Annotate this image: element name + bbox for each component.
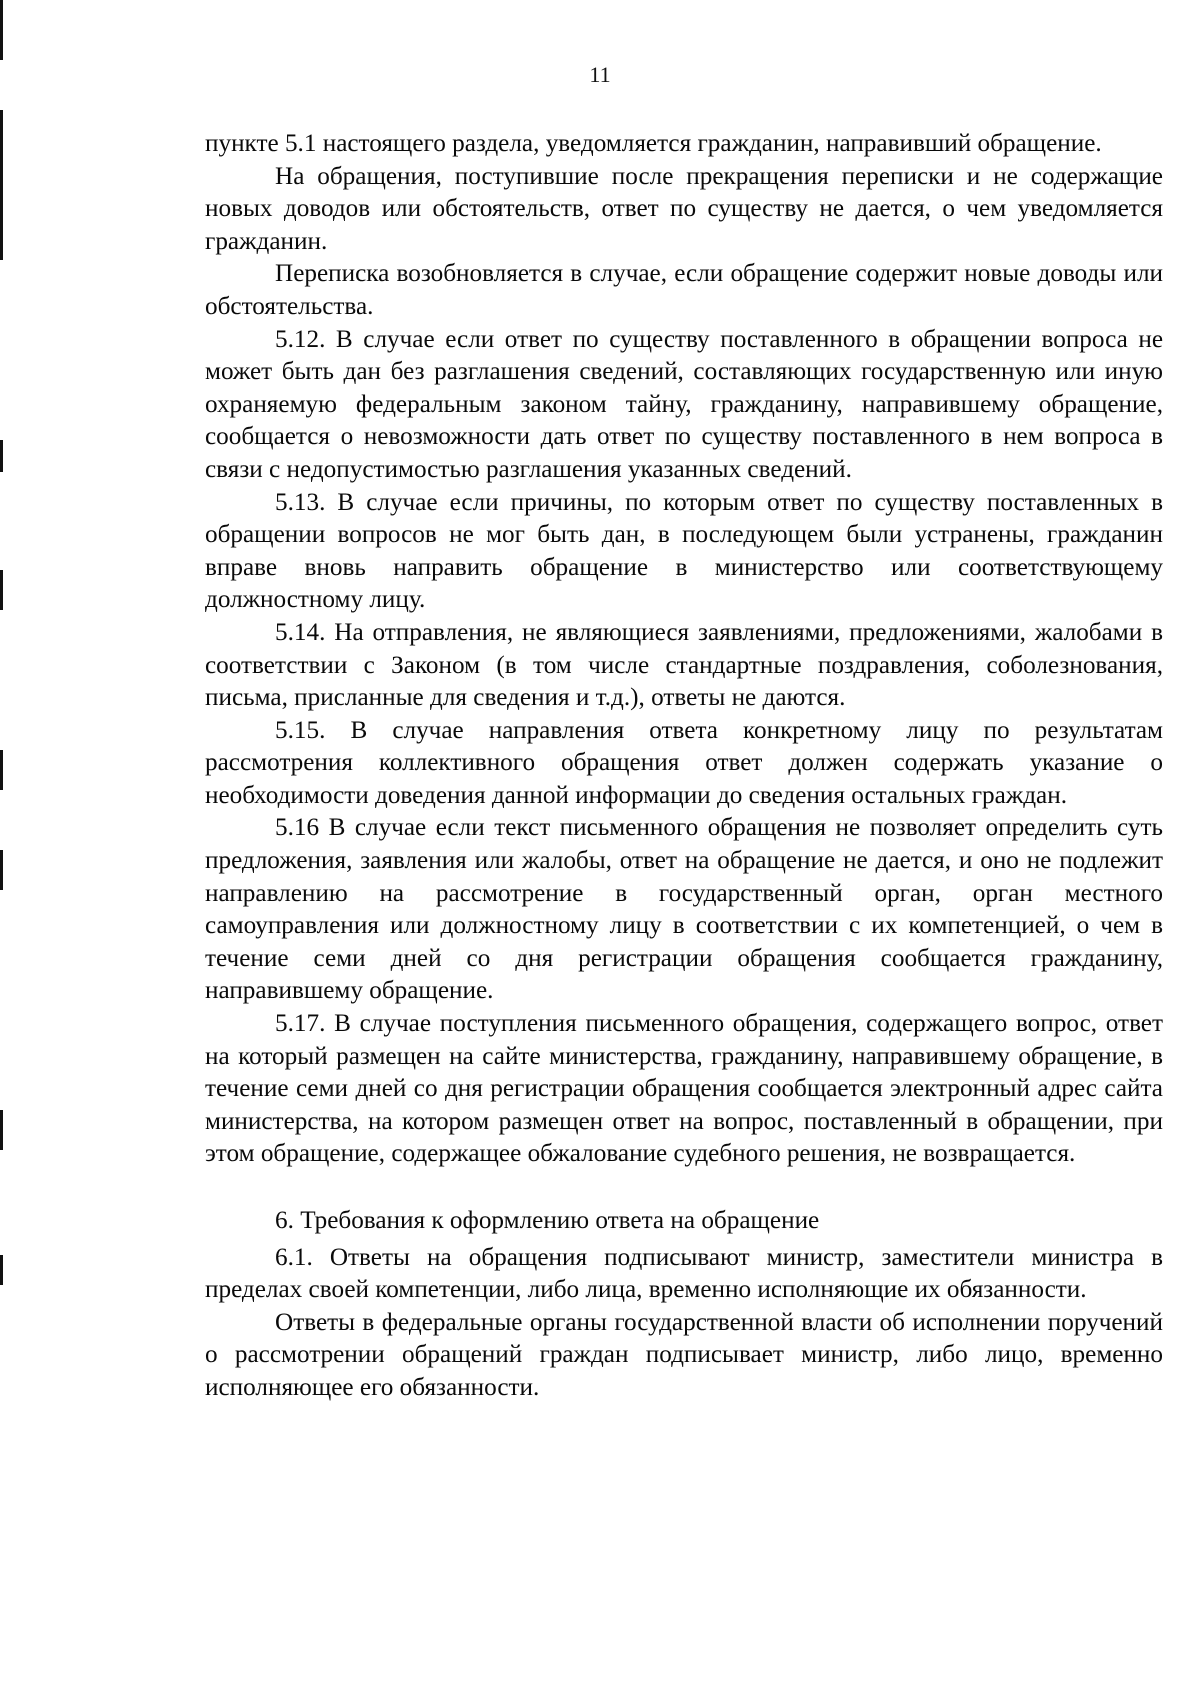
- document-body: [205, 128, 1163, 1405]
- clause-5-17: 5.17. В случае поступления письменного обращения, содержащего вопрос, ответ на который размещен на сайте министерства, гражданину, направившему обращение, в течение семи дней со дня регистрации обращения сообщается электронный адрес сайта министерства, на котором размещен ответ на вопрос, поставленный в обращении, при этом обращение, содержащее обжалование судебного решения, не возвращается.: [205, 1010, 1163, 1168]
- clause-5-12: 5.12. В случае если ответ по существу поставленного в обращении вопроса не может быть дан без разглашения сведений, составляющих государственную или иную охраняемую федеральным законом тайну, гражданину, направившему обращение, сообщается о невозможности дать ответ по существу поставленного в нем вопроса в связи с недопустимостью разглашения указанных сведений.: [205, 325, 1163, 483]
- page-number: 11: [589, 62, 611, 87]
- paragraph: Переписка возобновляется в случае, если обращение содержит новые доводы или обстоятельства.: [205, 260, 1163, 320]
- scan-edge-mark: [0, 110, 3, 260]
- clause-5-13: 5.13. В случае если причины, по которым ответ по существу поставленных в обращении вопросов не мог быть дан, в последующем были устранены, гражданин вправе вновь направить обращение в министерство или соответствующему должностному лицу.: [205, 488, 1163, 614]
- scan-edge-mark: [0, 750, 3, 790]
- scan-edge-mark: [0, 440, 3, 472]
- paragraph: На обращения, поступившие после прекращения переписки и не содержащие новых доводов или обстоятельств, ответ по существу не дается, о чем уведомляется гражданин.: [205, 162, 1163, 255]
- paragraph-continuation: пункте 5.1 настоящего раздела, уведомляется гражданин, направивший обращение.: [205, 130, 1102, 157]
- scan-edge-mark: [0, 1110, 3, 1150]
- clause-5-15: 5.15. В случае направления ответа конкретному лицу по результатам рассмотрения коллективного обращения ответ должен содержать указание о необходимости доведения данной информации до сведения остальных граждан.: [205, 716, 1163, 809]
- scan-edge-mark: [0, 570, 3, 610]
- clause-5-14: 5.14. На отправления, не являющиеся заявлениями, предложениями, жалобами в соответствии с Законом (в том числе стандартные поздравления, соболезнования, письма, присланные для сведения и т.д.), ответы не даются.: [205, 618, 1163, 712]
- paragraph: Ответы в федеральные органы государственной власти об исполнении поручений о рассмотрении обращений граждан подписывает министр, либо лицо, временно исполняющее его обязанности.: [205, 1308, 1163, 1401]
- clause-6-1: 6.1. Ответы на обращения подписывают министр, заместители министра в пределах своей компетенции, либо лица, временно исполняющие их обязанности.: [205, 1243, 1163, 1304]
- scan-edge-mark: [0, 850, 3, 890]
- section-heading: 6. Требования к оформлению ответа на обращение: [275, 1207, 820, 1234]
- scan-edge-mark: [0, 0, 3, 60]
- scan-edge-mark: [0, 1255, 3, 1285]
- clause-5-16: 5.16 В случае если текст письменного обращения не позволяет определить суть предложения, заявления или жалобы, ответ на обращение не дается, и оно не подлежит направлению на рассмотрение в государственный орган, орган местного самоуправления или должностному лицу в соответствии с их компетенцией, о чем в течение семи дней со дня регистрации обращения сообщается гражданину, направившему обращение.: [205, 814, 1163, 1005]
